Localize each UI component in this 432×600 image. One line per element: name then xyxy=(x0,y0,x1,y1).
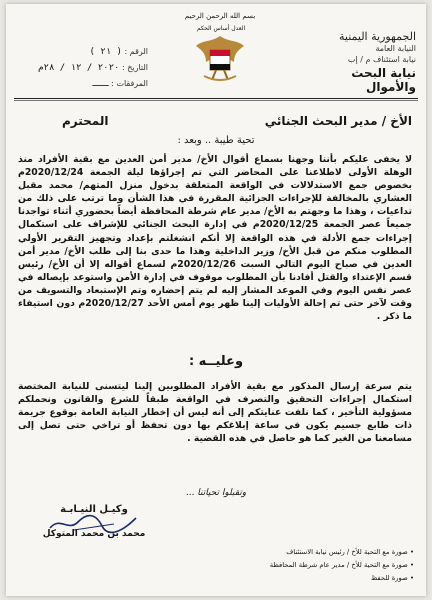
copies-list xyxy=(174,546,414,585)
ref-label: الرقم : xyxy=(124,47,148,56)
copy-item: • صورة للحفظ xyxy=(174,572,414,585)
greeting: تحية طيبة .. وبعد : xyxy=(177,135,255,146)
signatory-title: وكيـل النيـابـة xyxy=(60,504,128,515)
paragraph-main: لا يخفى عليكم بأننا وجهنا بسماع أقوال الأخ/ مدير أمن العدين مع بقية الأفراد منذ الوهلة الأولى لاطلاعنا على المحاضر التي تم إجراؤها ليلة الجمعة 2020/12/24م بخصوص جمع الاستدلالات في الواقعة المتعلقة بدخول منزل المتهم/ محمد مقبل العشاري بالمخالفة للإجراءات الجزائية المقررة في هذا الشأن وما ترتب على ذلك من تداعيات ، وهذا ما وجهتم به الأخ/ مدير عام شرطة المحافظة أيضاً بحضوري أثناء تواجدنا جميعاً عصر الجمعة 2020/12/25م في إدارة البحث الجنائي للإشراف على استكمال إجراءات جمع الأدلة في هذه الواقعة إلا أنكم انشغلتم بإعداد وتجهيز التقرير الأولي المطلوب منكم من قبل الأخ/ وزير الداخلية وهذا ما حدى بنا إلى طلب الأخ/ مدير أمن العدين في صباح اليوم التالي السبت 2020/12/26م لسماع أقواله إلا أن الأخ/ رئيس قسم الإعتداء والقتل أفادنا بأن المطلوب موقوف في إدارة الأمن واستوعد بإيصاله في عصر نفس اليوم وفي الموعد المشار إليه لم يتم إحضاره وتم الإستبعاد والتسويف من وقت لآخر حتى تم إحالة الأوليات إلينا ظهر يوم أمس الأحد 2020/12/27م دون استيفاء ما ذكر . xyxy=(18,154,413,323)
signature-block xyxy=(34,504,154,539)
prosecution-name: نيابة استئناف م / إب xyxy=(347,55,416,64)
handwritten-signature xyxy=(44,512,144,536)
therefore-heading: وعليــه : xyxy=(188,354,244,369)
reference-block xyxy=(18,44,148,92)
ref-value: ( ٢١ ) xyxy=(89,47,122,57)
letterhead-right xyxy=(298,30,416,94)
authority-name: النيابة العامة xyxy=(375,44,416,53)
attachments-label: المرفقات : xyxy=(111,79,148,88)
slogan: العدل أساس الحكم xyxy=(196,25,246,32)
addressee: الأخ / مدير البحث الجنائي xyxy=(264,114,412,128)
signatory-name: محمد بن محمد المتوكل xyxy=(42,529,146,539)
header-divider-thin xyxy=(14,100,418,101)
date-label: التاريخ : xyxy=(121,63,148,72)
date-value: ٢٠٢٠ / ١٢ / ٢٨م xyxy=(38,63,120,73)
closing-line: وتقبلوا تحياتنا ... xyxy=(185,488,247,498)
emblem-icon xyxy=(192,14,248,88)
header-divider xyxy=(14,98,418,99)
copy-item: • صورة مع التحية للأخ / مدير عام شرطة المحافظة xyxy=(174,559,414,572)
attachments-value: ـــ xyxy=(92,79,109,89)
letter-page xyxy=(6,4,426,596)
honorific: المحترم xyxy=(62,114,109,128)
paragraph-directive: يتم سرعة إرسال المذكور مع بقية الأفراد المطلوبين إلينا ليتسنى للنيابة المختصة استكمال إجراءات التحقيق والتصرف في الواقعة طبقاً للشرع والقانون ونحملكم مسؤولية التأخير ، كما نلفت عنايتكم إلى أنه ليس أن إخطار النيابة العامة بوقوع جريمة ذات طابع جسيم يكون في ساعة إبلاغكم بها دون تحفظ أو تراخي حتى تصل إلى مسامعنا من الغير كما هو حاصل في هذه القضية . xyxy=(18,381,412,445)
country-name: الجمهورية اليمنية xyxy=(338,30,416,43)
department-name: نيابة البحث والأموال xyxy=(351,66,416,94)
basmala: بسم الله الرحمن الرحيم xyxy=(184,12,256,20)
copy-item: • صورة مع التحية للأخ / رئيس نيابة الاستئناف xyxy=(174,546,414,559)
